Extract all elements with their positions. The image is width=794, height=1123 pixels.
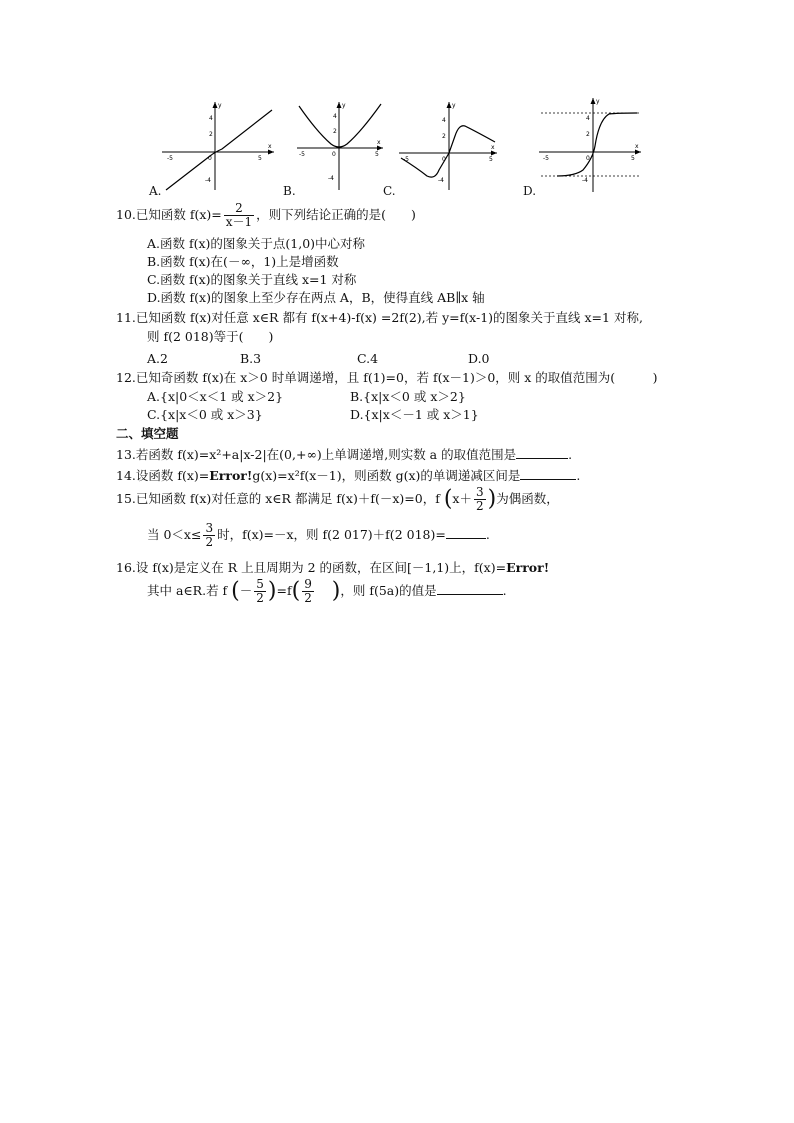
svg-text:4: 4 — [586, 115, 590, 122]
svg-text:-4: -4 — [328, 175, 334, 182]
svg-text:0: 0 — [332, 151, 336, 158]
svg-text:4: 4 — [333, 113, 337, 120]
graph-label-d: D. — [523, 184, 537, 198]
q12-option-c: C.{x|x＜0 或 x＞3} — [147, 407, 263, 422]
q10-option-c: C.函数 f(x)的图象关于直线 x=1 对称 — [147, 272, 357, 287]
q11-option-c: C.4 — [357, 351, 379, 366]
svg-text:5: 5 — [489, 156, 493, 163]
q11-option-b: B.3 — [240, 351, 262, 366]
answer-blank — [516, 446, 568, 459]
graph-label-c: C. — [383, 184, 396, 198]
answer-blank — [437, 582, 503, 595]
question-14: 14.设函数 f(x)=Error!g(x)=x²f(x－1)，则函数 g(x)的单调递减区间是 . — [116, 468, 581, 483]
svg-text:-5: -5 — [299, 151, 305, 158]
question-15-line2: 当 0＜x≤ $\frac{3}{2}$ 时，f(x)=－x，则 f(2 017)＋f(2 018)= . — [147, 521, 490, 549]
curve — [557, 113, 637, 176]
graph-b — [295, 98, 387, 194]
tick-x-neg: -5 — [167, 155, 173, 162]
q12-option-d: D.{x|x＜－1 或 x＞1} — [350, 407, 479, 422]
q10-option-a: A.函数 f(x)的图象关于点(1,0)中心对称 — [147, 236, 366, 251]
answer-blank — [520, 467, 576, 480]
tick-origin: 0 — [208, 155, 212, 162]
svg-text:x: x — [491, 144, 495, 151]
question-11-line1: 11.已知函数 f(x)对任意 x∈R 都有 f(x+4)-f(x) =2f(2),若 y=f(x-1)的图象关于直线 x=1 对称, — [116, 310, 643, 325]
q10-option-b: B.函数 f(x)在(－∞，1)上是增函数 — [147, 254, 339, 269]
graph-label-a: A. — [149, 184, 162, 198]
answer-blank — [446, 526, 486, 539]
svg-text:-5: -5 — [403, 156, 409, 163]
tick-x-pos: 5 — [258, 155, 262, 162]
question-11-line2: 则 f(2 018)等于( ) — [147, 329, 274, 344]
curve — [166, 110, 272, 190]
tick-y-2: 2 — [209, 131, 213, 138]
graph-d — [537, 96, 643, 194]
fraction: $\frac{3}{2}$ — [205, 521, 214, 549]
question-12-stem: 12.已知奇函数 f(x)在 x＞0 时单调递增，且 f(1)=0，若 f(x－1)＞0，则 x 的取值范围为( ) — [116, 370, 658, 385]
svg-text:-4: -4 — [582, 177, 588, 184]
curve — [299, 104, 381, 147]
section-heading: 二、填空题 — [116, 426, 179, 441]
svg-text:x: x — [635, 143, 639, 150]
svg-text:5: 5 — [375, 151, 379, 158]
fraction: $\frac{5}{2}$ — [256, 577, 264, 605]
tick-y-4: 4 — [209, 115, 213, 122]
q12-option-b: B.{x|x＜0 或 x＞2} — [350, 389, 466, 404]
fraction: $\frac{9}{2}$ — [304, 577, 312, 605]
q11-option-a: A.2 — [147, 351, 168, 366]
graph-c — [397, 98, 501, 194]
q12-option-a: A.{x|0＜x＜1 或 x＞2} — [147, 389, 284, 404]
curve — [401, 126, 495, 177]
graph-a — [160, 98, 278, 194]
svg-text:y: y — [452, 102, 456, 109]
svg-text:2: 2 — [586, 131, 590, 138]
svg-text:0: 0 — [442, 156, 446, 163]
question-10-stem: 10.已知函数 f(x)= $\frac{2}{x-1}$ ，则下列结论正确的是( ) — [116, 201, 416, 229]
y-axis-label: y — [218, 102, 222, 109]
svg-text:-5: -5 — [543, 155, 549, 162]
svg-text:0: 0 — [586, 155, 590, 162]
question-16-line2: 其中 a∈R.若 f (－ $\frac{5}{2}$ )=f( $\frac{9}{2}$ )，则 f(5a)的值是 . — [147, 577, 507, 605]
svg-text:4: 4 — [442, 117, 446, 124]
x-axis-label: x — [268, 143, 272, 150]
svg-text:x: x — [377, 139, 381, 146]
q10-option-d: D.函数 f(x)的图象上至少存在两点 A，B，使得直线 AB∥x 轴 — [147, 290, 485, 305]
svg-text:2: 2 — [333, 128, 337, 135]
svg-text:-4: -4 — [438, 177, 444, 184]
q11-option-d: D.0 — [468, 351, 490, 366]
question-16-line1: 16.设 f(x)是定义在 R 上且周期为 2 的函数，在区间[－1,1)上，f(x)=Error! — [116, 560, 550, 575]
fraction: $\frac{3}{2}$ — [475, 485, 484, 513]
svg-text:5: 5 — [631, 155, 635, 162]
question-13: 13.若函数 f(x)=x²+a|x-2|在(0,+∞)上单调递增,则实数 a 的取值范围是 . — [116, 447, 573, 462]
svg-text:y: y — [596, 98, 600, 105]
tick-y-neg: -4 — [205, 177, 211, 184]
fraction: $\frac{2}{x-1}$ — [225, 201, 253, 229]
graph-label-b: B. — [283, 184, 296, 198]
question-15-line1: 15.已知函数 f(x)对任意的 x∈R 都满足 f(x)＋f(－x)=0，f (x＋ $\frac{3}{2}$ )为偶函数， — [116, 485, 559, 513]
svg-text:y: y — [342, 102, 346, 109]
svg-text:2: 2 — [442, 133, 446, 140]
